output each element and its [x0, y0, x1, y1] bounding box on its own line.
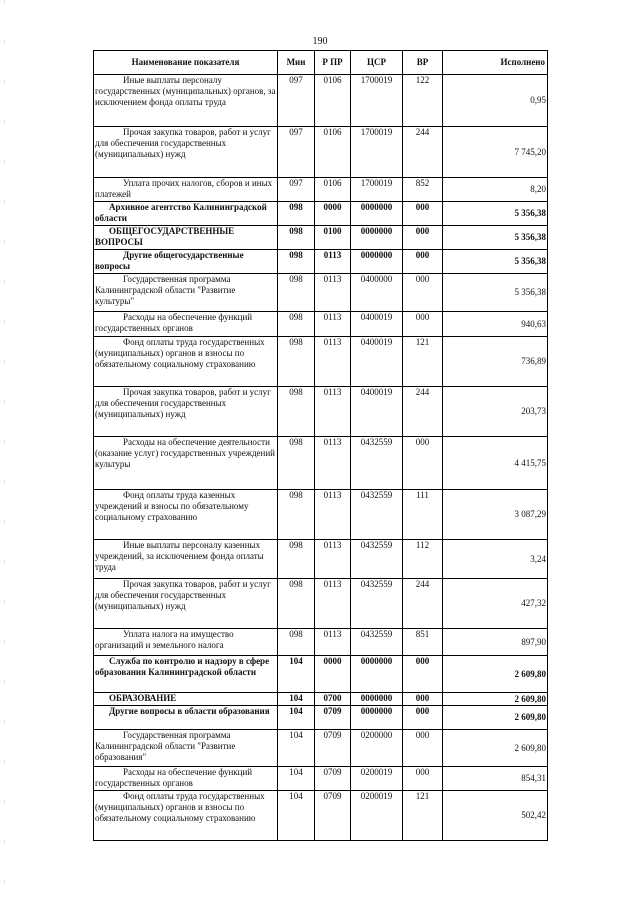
budget-table	[93, 50, 548, 841]
row-csr: 0400019	[351, 387, 403, 437]
header-vr: ВР	[403, 51, 443, 75]
row-vr: 851	[403, 629, 443, 656]
row-vr: 000	[403, 202, 443, 226]
row-vr: 244	[403, 579, 443, 629]
row-amount: 940,63	[443, 312, 548, 337]
row-rpr: 0100	[315, 226, 351, 250]
row-min: 098	[278, 490, 315, 540]
row-min: 097	[278, 75, 315, 127]
row-min: 097	[278, 178, 315, 202]
row-min: 104	[278, 791, 315, 841]
row-rpr: 0000	[315, 202, 351, 226]
row-vr: 000	[403, 693, 443, 706]
row-amount: 736,89	[443, 337, 548, 387]
row-amount: 2 609,80	[443, 693, 548, 706]
row-amount: 4 415,75	[443, 437, 548, 490]
row-vr: 000	[403, 274, 443, 312]
row-csr: 0432559	[351, 579, 403, 629]
row-min: 098	[278, 202, 315, 226]
row-csr: 0432559	[351, 437, 403, 490]
row-csr: 0000000	[351, 202, 403, 226]
row-rpr: 0000	[315, 656, 351, 693]
row-rpr: 0106	[315, 75, 351, 127]
row-vr: 122	[403, 75, 443, 127]
row-vr: 000	[403, 250, 443, 274]
scan-edge-mark	[4, 0, 5, 905]
row-rpr: 0113	[315, 437, 351, 490]
row-vr: 000	[403, 312, 443, 337]
row-min: 098	[278, 579, 315, 629]
row-amount: 0,95	[443, 75, 548, 127]
row-min: 098	[278, 226, 315, 250]
row-amount: 3 087,29	[443, 490, 548, 540]
row-vr: 000	[403, 226, 443, 250]
table-row	[94, 490, 548, 540]
row-vr: 244	[403, 387, 443, 437]
row-amount: 5 356,38	[443, 274, 548, 312]
row-amount: 2 609,80	[443, 706, 548, 730]
table-row	[94, 312, 548, 337]
row-name: Государственная программа Калининградской области "Развитие культуры"	[94, 274, 278, 312]
row-rpr: 0113	[315, 490, 351, 540]
table-row	[94, 250, 548, 274]
row-rpr: 0113	[315, 579, 351, 629]
row-csr: 1700019	[351, 178, 403, 202]
row-rpr: 0709	[315, 730, 351, 767]
row-amount: 2 609,80	[443, 730, 548, 767]
row-name: Государственная программа Калининградской области "Развитие образования"	[94, 730, 278, 767]
header-rpr: Р ПР	[315, 51, 351, 75]
table-row	[94, 387, 548, 437]
row-rpr: 0700	[315, 693, 351, 706]
row-name: Расходы на обеспечение функций государственных органов	[94, 312, 278, 337]
row-csr: 0000000	[351, 693, 403, 706]
row-amount: 8,20	[443, 178, 548, 202]
row-amount: 7 745,20	[443, 127, 548, 178]
row-name: Расходы на обеспечение деятельности (оказание услуг) государственных учреждений культуры	[94, 437, 278, 490]
row-csr: 0000000	[351, 656, 403, 693]
row-csr: 1700019	[351, 75, 403, 127]
row-amount: 5 356,38	[443, 250, 548, 274]
table-row	[94, 791, 548, 841]
row-rpr: 0113	[315, 387, 351, 437]
row-name: Расходы на обеспечение функций государственных органов	[94, 767, 278, 791]
row-csr: 0400019	[351, 337, 403, 387]
row-name: Прочая закупка товаров, работ и услуг для обеспечения государственных (муниципальных) нужд	[94, 127, 278, 178]
table-row	[94, 75, 548, 127]
row-name: Другие вопросы в области образования	[94, 706, 278, 730]
row-name: Другие общегосударственные вопросы	[94, 250, 278, 274]
row-name: Иные выплаты персоналу государственных (муниципальных) органов, за исключением фонда оплаты труда	[94, 75, 278, 127]
row-rpr: 0106	[315, 127, 351, 178]
row-min: 104	[278, 767, 315, 791]
row-min: 098	[278, 629, 315, 656]
row-amount: 897,90	[443, 629, 548, 656]
table-row	[94, 226, 548, 250]
row-name: Служба по контролю и надзору в сфере образования Калининградской области	[94, 656, 278, 693]
row-min: 104	[278, 706, 315, 730]
header-min: Мин	[278, 51, 315, 75]
row-vr: 121	[403, 337, 443, 387]
page-number: 190	[312, 36, 328, 47]
row-min: 104	[278, 693, 315, 706]
row-rpr: 0709	[315, 791, 351, 841]
table-header-row	[94, 51, 548, 75]
row-csr: 0432559	[351, 490, 403, 540]
row-csr: 0000000	[351, 250, 403, 274]
row-min: 104	[278, 656, 315, 693]
table-row	[94, 579, 548, 629]
row-vr: 000	[403, 730, 443, 767]
table-row	[94, 629, 548, 656]
table-row	[94, 337, 548, 387]
row-vr: 000	[403, 656, 443, 693]
table-row	[94, 437, 548, 490]
row-min: 098	[278, 337, 315, 387]
row-min: 098	[278, 437, 315, 490]
row-csr: 0400019	[351, 312, 403, 337]
header-name: Наименование показателя	[94, 51, 278, 75]
row-min: 098	[278, 274, 315, 312]
row-min: 098	[278, 312, 315, 337]
row-name: Фонд оплаты труда государственных (муниципальных) органов и взносы по обязательному социальному страхованию	[94, 791, 278, 841]
row-rpr: 0113	[315, 250, 351, 274]
row-csr: 0432559	[351, 629, 403, 656]
row-amount: 203,73	[443, 387, 548, 437]
row-csr: 0400000	[351, 274, 403, 312]
table-row	[94, 202, 548, 226]
row-min: 097	[278, 127, 315, 178]
row-vr: 121	[403, 791, 443, 841]
row-name: ОБРАЗОВАНИЕ	[94, 693, 278, 706]
row-amount: 5 356,38	[443, 202, 548, 226]
row-csr: 0000000	[351, 706, 403, 730]
row-vr: 111	[403, 490, 443, 540]
row-csr: 0432559	[351, 540, 403, 579]
row-name: ОБЩЕГОСУДАРСТВЕННЫЕ ВОПРОСЫ	[94, 226, 278, 250]
row-name: Прочая закупка товаров, работ и услуг для обеспечения государственных (муниципальных) нужд	[94, 579, 278, 629]
row-rpr: 0113	[315, 274, 351, 312]
row-amount: 854,31	[443, 767, 548, 791]
table-row	[94, 693, 548, 706]
row-name: Уплата налога на имущество организаций и земельного налога	[94, 629, 278, 656]
row-rpr: 0113	[315, 337, 351, 387]
row-vr: 852	[403, 178, 443, 202]
table-row	[94, 730, 548, 767]
row-rpr: 0113	[315, 312, 351, 337]
table-row	[94, 656, 548, 693]
row-vr: 244	[403, 127, 443, 178]
table-row	[94, 706, 548, 730]
row-vr: 112	[403, 540, 443, 579]
table-row	[94, 178, 548, 202]
table-row	[94, 767, 548, 791]
row-min: 098	[278, 540, 315, 579]
row-csr: 1700019	[351, 127, 403, 178]
table-row	[94, 540, 548, 579]
row-csr: 0000000	[351, 226, 403, 250]
row-csr: 0200019	[351, 791, 403, 841]
row-vr: 000	[403, 437, 443, 490]
row-csr: 0200019	[351, 767, 403, 791]
table-row	[94, 274, 548, 312]
row-amount: 2 609,80	[443, 656, 548, 693]
row-name: Архивное агентство Калининградской области	[94, 202, 278, 226]
row-vr: 000	[403, 767, 443, 791]
row-min: 098	[278, 250, 315, 274]
row-rpr: 0709	[315, 706, 351, 730]
table-row	[94, 127, 548, 178]
row-name: Фонд оплаты труда государственных (муниципальных) органов и взносы по обязательному социальному страхованию	[94, 337, 278, 387]
row-csr: 0200000	[351, 730, 403, 767]
row-rpr: 0709	[315, 767, 351, 791]
row-name: Иные выплаты персоналу казенных учреждений, за исключением фонда оплаты труда	[94, 540, 278, 579]
row-name: Фонд оплаты труда казенных учреждений и взносы по обязательному социальному страхованию	[94, 490, 278, 540]
row-min: 104	[278, 730, 315, 767]
row-rpr: 0106	[315, 178, 351, 202]
row-amount: 3,24	[443, 540, 548, 579]
header-csr: ЦСР	[351, 51, 403, 75]
header-amount: Исполнено	[443, 51, 548, 75]
row-min: 098	[278, 387, 315, 437]
row-amount: 5 356,38	[443, 226, 548, 250]
row-name: Уплата прочих налогов, сборов и иных платежей	[94, 178, 278, 202]
row-rpr: 0113	[315, 629, 351, 656]
row-vr: 000	[403, 706, 443, 730]
row-amount: 502,42	[443, 791, 548, 841]
row-amount: 427,32	[443, 579, 548, 629]
row-name: Прочая закупка товаров, работ и услуг для обеспечения государственных (муниципальных) нужд	[94, 387, 278, 437]
row-rpr: 0113	[315, 540, 351, 579]
